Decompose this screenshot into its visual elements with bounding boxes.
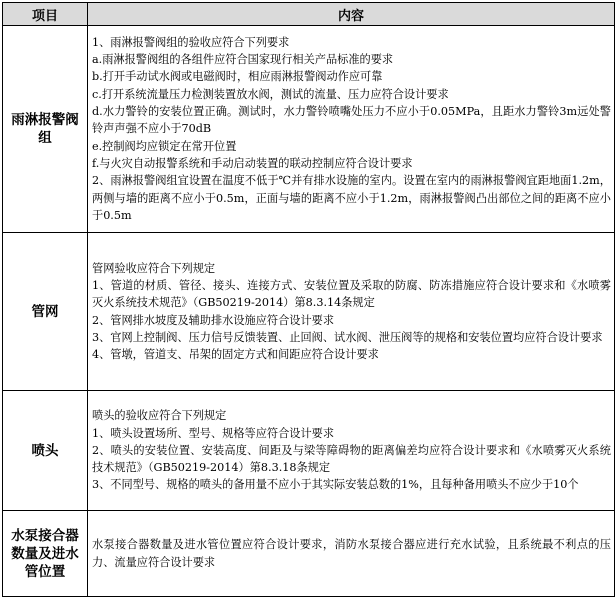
header-item: 项目	[3, 3, 88, 26]
table-row	[3, 233, 615, 391]
content-cell-pump-adapter	[88, 511, 615, 597]
content-line: 2、喷头的安装位置、安装高度、间距及与梁等障碍物的距离偏差均应符合设计要求和《水喷雾灭火系统技术规范》（GB50219-2014）第8.3.18条规定	[92, 443, 611, 475]
content-line: 3、不同型号、规格的喷头的备用量不应小于其实际安装总数的1%，且每种备用喷头不应少于10个	[92, 478, 579, 492]
table-row	[3, 511, 615, 597]
content-line: 水泵接合器数量及进水管位置应符合设计要求，消防水泵接合器应进行充水试验，且系统最不利点的压力、流量应符合设计要求	[92, 538, 611, 569]
inspection-spec-table	[2, 2, 615, 597]
content-line: 1、雨淋报警阀组的验收应符合下列要求	[92, 35, 290, 49]
content-line: 1、管道的材质、管径、接头、连接方式、安装位置及采取的防腐、防冻措施应符合设计要求和《水喷雾灭火系统技术规范》（GB50219-2014）第8.3.14条规定	[92, 278, 611, 310]
content-line: 2、管网排水坡度及辅助排水设施应符合设计要求	[92, 313, 335, 327]
table-row	[3, 391, 615, 511]
content-line: a.雨淋报警阀组的各组件应符合国家现行相关产品标准的要求	[92, 53, 394, 67]
content-line: 3、官网上控制阀、压力信号反馈装置、止回阀、试水阀、泄压阀等的规格和安装位置均应符合设计要求	[92, 330, 603, 344]
content-line: e.控制阀均应锁定在常开位置	[92, 139, 237, 153]
table-row	[3, 26, 615, 233]
item-cell-nozzle: 喷头	[3, 391, 88, 511]
content-line: 喷头的验收应符合下列规定	[92, 409, 227, 423]
content-line: b.打开手动试水阀或电磁阀时，相应雨淋报警阀动作应可靠	[92, 70, 383, 84]
content-line: 4、管墩，管道支、吊架的固定方式和间距应符合设计要求	[92, 348, 379, 362]
content-line: 2、雨淋报警阀组宜设置在温度不低于℃并有排水设施的室内。设置在室内的雨淋报警阀宜距地面1.2m，两侧与墙的距离不应小于0.5m，正面与墙的距离不应小于1.2m，雨淋报警阀凸出部位之间的距离不应小于0.5m	[92, 174, 611, 222]
table-header-row	[3, 3, 615, 26]
content-line: 管网验收应符合下列规定	[92, 261, 216, 275]
item-cell-pipe-network: 管网	[3, 233, 88, 391]
content-line: d.水力警铃的安装位置正确。测试时，水力警铃喷嘴处压力不应小于0.05MPa，且距水力警铃3m远处警铃声声强不应小于70dB	[92, 105, 611, 136]
item-cell-pump-adapter: 水泵接合器数量及进水管位置	[3, 511, 88, 597]
header-content: 内容	[88, 3, 615, 26]
content-cell-pipe-network	[88, 233, 615, 391]
content-cell-alarm-valve	[88, 26, 615, 233]
content-line: 1、喷头设置场所、型号、规格等应符合设计要求	[92, 426, 335, 440]
content-line: f.与火灾自动报警系统和手动启动装置的联动控制应符合设计要求	[92, 156, 413, 170]
content-cell-nozzle	[88, 391, 615, 511]
content-line: c.打开系统流量压力检测装置放水阀，测试的流量、压力应符合设计要求	[92, 87, 449, 101]
item-cell-alarm-valve: 雨淋报警阀组	[3, 26, 88, 233]
